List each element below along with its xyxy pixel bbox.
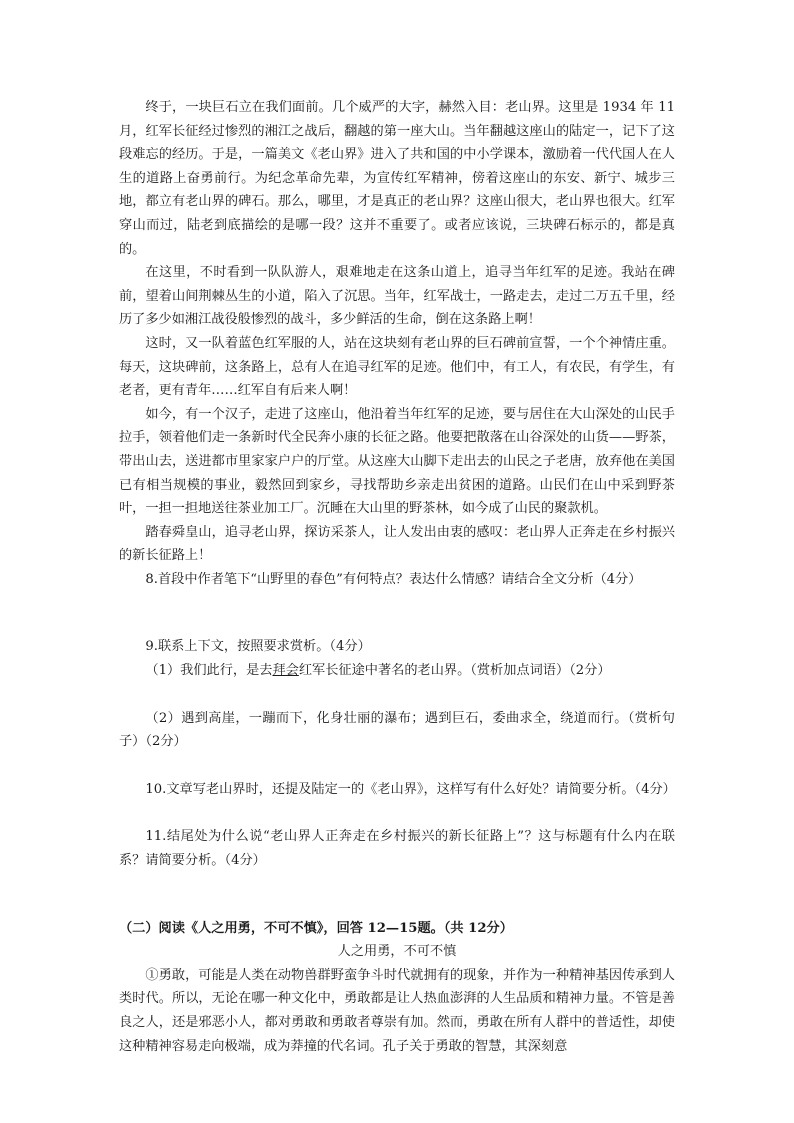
question-11: 11.结尾处为什么说“老山界人正奔走在乡村振兴的新长征路上”？这与标题有什么内在联系？请简要分析。（4分） (119, 829, 675, 869)
answer-space-11 (119, 873, 675, 917)
answer-space-9-1 (119, 683, 675, 707)
section-2-heading: （二）阅读《人之用勇，不可不慎》，回答 12—15题。（共 12分） (119, 920, 513, 936)
passage-paragraph-2: 在这里，不时看到一队队游人，艰难地走在这条山道上，追寻当年红军的足迹。我站在碑前，望着山间荆棘丛生的小道，陷入了沉思。当年，红军战士，一路走去，走过二万五千里，经历了多少如湘江战役般惨烈的战斗，多少鲜活的生命，倒在这条路上啊！ (119, 265, 675, 328)
document-page (119, 96, 675, 1058)
passage-paragraph-1: 终于，一块巨石立在我们面前。几个威严的大字，赫然入目：老山界。这里是 1934 年 11 月，红军长征经过惨烈的湘江之战后，翻越的第一座大山。当年翻越这座山的陆定一，记下了这段难忘的经历。于是，一篇美文《老山界》进入了共和国的中小学课本，激励着一代代国人在人生的道路上奋勇前行。为纪念革命先辈，为宣传红军精神，傍着这座山的东安、新宁、城步三地，都立有老山界的碑石。那么，哪里，才是真正的老山界？这座山很大，老山界也很大。红军穿山而过，陆老到底描绘的是哪一段？这并不重要了。或者应该说，三块碑石标示的，都是真的。 (119, 100, 675, 257)
passage-paragraph-4: 如今，有一个汉子，走进了这座山，他沿着当年红军的足迹，要与居住在大山深处的山民手拉手，领着他们走一条新时代全民奔小康的长征之路。他要把散落在山谷深处的山货——野茶，带出山去，送进都市里家家户户的厅堂。从这座大山脚下走出去的山民之子老唐，放弃他在美国已有相当规模的事业，毅然回到家乡，寻找帮助乡亲走出贫困的道路。山民们在山中采到野茶叶，一担一担地送往茶业加工厂。沉睡在大山里的野茶林，如今成了山民的聚款机。 (119, 406, 675, 517)
question-9-1-prefix: （1）我们此行，是去 (145, 663, 273, 679)
passage-paragraph-3: 这时，又一队着蓝色红军服的人，站在这块刻有老山界的巨石碑前宣誓，一个个神情庄重。每天，这块碑前，这条路上，总有人在追寻红军的足迹。他们中，有工人，有农民，有学生，有老者，更有青年……红军自有后来人啊！ (119, 335, 675, 399)
question-8: 8.首段中作者笔下“山野里的春色”有何特点？表达什么情感？请结合全文分析（4分） (145, 571, 642, 587)
article-title: 人之用勇，不可不慎 (337, 944, 457, 960)
question-9-1-underlined-word: 拜会 (272, 663, 299, 679)
question-9: 9.联系上下文，按照要求赏析。（4分） (145, 639, 371, 655)
passage-paragraph-5: 踏春舜皇山，追寻老山界，探访采茶人，让人发出由衷的感叹：老山界人正奔走在乡村振兴的新长征路上！ (119, 524, 675, 564)
question-9-1-suffix: 红军长征途中著名的老山界。（赏析加点词语）（2分） (298, 663, 611, 679)
answer-space-10 (119, 801, 675, 825)
question-9-1 (119, 659, 675, 683)
question-10: 10.文章写老山界时，还提及陆定一的《老山界》，这样写有什么好处？请简要分析。（4分） (145, 781, 676, 797)
answer-space-9-2 (119, 754, 675, 778)
answer-space-8 (119, 591, 675, 635)
question-9-2: （2）遇到高崖，一蹦而下，化身壮丽的瀑布；遇到巨石，委曲求全，绕道而行。（赏析句子）（2分） (119, 710, 675, 750)
article-paragraph-1: ①勇敢，可能是人类在动物兽群野蛮争斗时代就拥有的现象，并作为一种精神基因传承到人类时代。所以，无论在哪一种文化中，勇敢都是让人热血澎湃的人生品质和精神力量。不管是善良之人，还是邪恶小人，都对勇敢和勇敢者尊崇有加。然而，勇敢在所有人群中的普适性，却使这种精神容易走向极端，成为莽撞的代名词。孔子关于勇敢的智慧，其深刻意 (119, 967, 675, 1054)
